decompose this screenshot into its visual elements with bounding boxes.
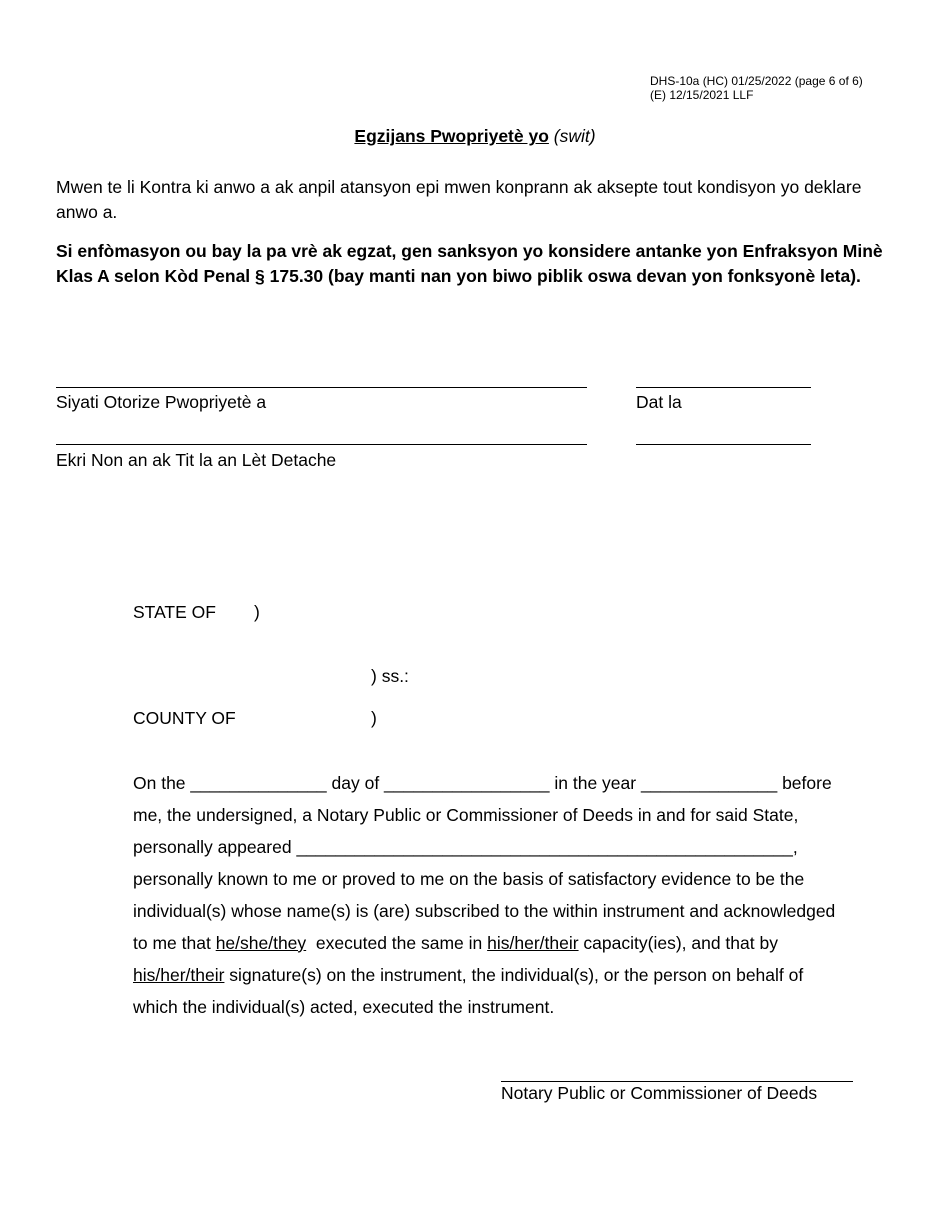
ack-text: to me that (133, 933, 216, 953)
ack-line: me, the undersigned, a Notary Public or Commissioner of Deeds in and for said State, (133, 805, 799, 825)
ack-text: executed the same in (306, 933, 488, 953)
pronoun-underlined: he/she/they (215, 933, 307, 953)
ack-line (133, 959, 893, 991)
ack-line: personally known to me or proved to me on the basis of satisfactory evidence to be the (133, 869, 805, 889)
possessive-underlined: his/her/their (487, 933, 579, 953)
date-label: Dat la (636, 392, 682, 412)
intro-paragraph: Mwen te li Kontra ki anwo a ak anpil atansyon epi mwen konprann ak aksepte tout kondisyon yo deklare anwo a. (56, 177, 862, 222)
owner-signature-label: Siyati Otorize Pwopriyetè a (56, 392, 267, 412)
warning-paragraph: Si enfòmasyon ou bay la pa vrè ak egzat, gen sanksyon yo konsidere antanke yon Enfraksyon Minè Klas A selon Kòd Penal § 175.30 (bay manti nan yon biwo piblik oswa devan yon fonksyonè leta). (56, 241, 883, 286)
form-edition: (E) 12/15/2021 LLF (650, 88, 754, 102)
title-sub: (swit) (553, 126, 596, 146)
owner-signature-line[interactable] (56, 387, 587, 388)
acknowledgment-paragraph (133, 767, 893, 1023)
page-title (0, 126, 950, 147)
county-paren: ) (371, 708, 377, 728)
state-paren: ) (254, 602, 260, 622)
name-title-line[interactable] (56, 444, 587, 445)
possessive-underlined: his/her/their (133, 965, 225, 985)
notary-signature-line[interactable] (501, 1081, 853, 1082)
title-main: Egzijans Pwopriyetè yo (354, 126, 549, 146)
ack-line (133, 927, 893, 959)
form-code: DHS-10a (HC) 01/25/2022 (page 6 of 6) (650, 74, 863, 88)
state-of-label: STATE OF (133, 602, 216, 622)
name-title-label: Ekri Non an ak Tit la an Lèt Detache (56, 450, 337, 470)
ack-text: capacity(ies), and that by (578, 933, 778, 953)
ack-line: personally appeared ___________________________________________________, (133, 837, 798, 857)
county-of-label: COUNTY OF (133, 708, 236, 728)
notary-signature-label: Notary Public or Commissioner of Deeds (501, 1083, 818, 1103)
ack-text: signature(s) on the instrument, the individual(s), or the person on behalf of (224, 965, 804, 985)
ack-line: On the ______________ day of _________________ in the year ______________ before (133, 773, 832, 793)
ack-line: which the individual(s) acted, executed the instrument. (133, 997, 555, 1017)
date-line-2[interactable] (636, 444, 811, 445)
date-line[interactable] (636, 387, 811, 388)
ss-label: ) ss.: (371, 666, 409, 686)
ack-line: individual(s) whose name(s) is (are) subscribed to the within instrument and acknowledged (133, 901, 836, 921)
form-code-header (650, 74, 863, 102)
